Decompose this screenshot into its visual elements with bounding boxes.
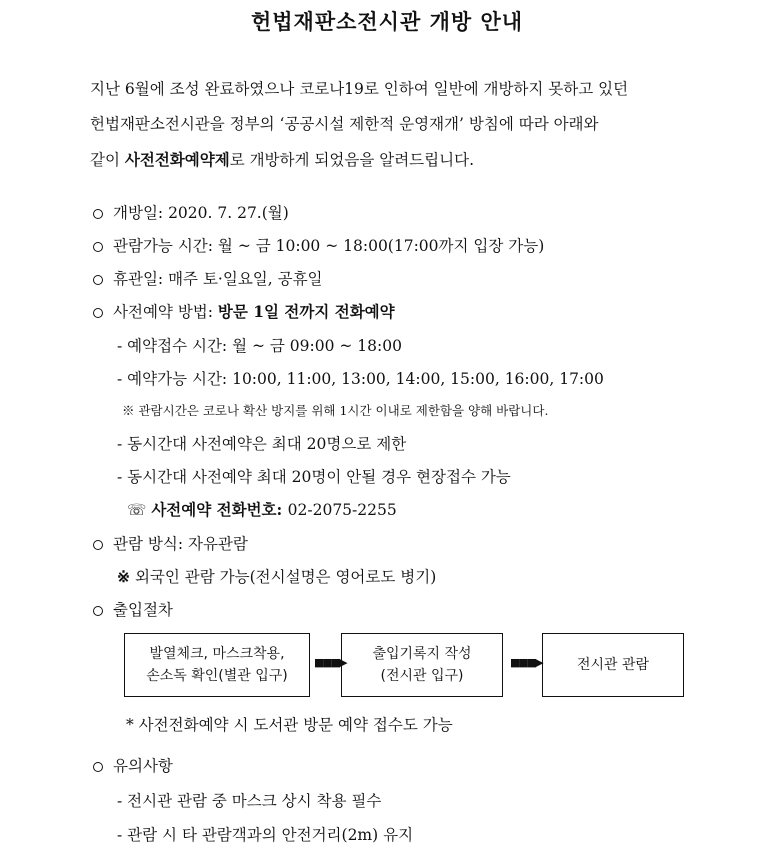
procedure-step-1 bbox=[124, 633, 310, 697]
hours-text: 관람가능 시간: 월 ~ 금 10:00 ~ 18:00(17:00까지 입장 가능) bbox=[113, 237, 545, 255]
intro-line-1: 지난 6월에 조성 완료하였으나 코로나19로 인하여 일반에 개방하지 못하고 있던 bbox=[90, 80, 629, 98]
circle-bullet-icon bbox=[93, 606, 103, 616]
telephone-icon: ☏ bbox=[127, 501, 147, 519]
arrow-right-icon: ■■■▶ bbox=[314, 656, 346, 669]
circle-bullet-icon bbox=[93, 540, 103, 550]
available-times-item: - 예약가능 시간: 10:00, 11:00, 13:00, 14:00, 15:00, 16:00, 17:00 bbox=[117, 370, 604, 388]
intro-line-3-post: 로 개방하게 되었음을 알려드립니다. bbox=[229, 151, 474, 169]
intro-highlight: 사전전화예약제 bbox=[124, 150, 230, 169]
closed-item bbox=[93, 268, 323, 290]
phone-label: 사전예약 전화번호: bbox=[151, 500, 288, 519]
viewing-item bbox=[93, 533, 248, 555]
circle-bullet-icon bbox=[93, 209, 103, 219]
intro-line-3-pre: 같이 bbox=[90, 151, 125, 169]
step-1-line-2: 손소독 확인(별관 입구) bbox=[146, 668, 288, 684]
phone-item bbox=[127, 499, 397, 521]
open-date-item bbox=[93, 202, 289, 224]
reservation-value: 방문 1일 전까지 전화예약 bbox=[217, 302, 395, 321]
arrow-right-icon: ■■■▶ bbox=[510, 656, 542, 669]
caution-item-2: - 관람 시 타 관람객과의 안전거리(2m) 유지 bbox=[117, 826, 414, 844]
walkin-item: - 동시간대 사전예약 최대 20명이 안될 경우 현장접수 가능 bbox=[117, 468, 511, 486]
circle-bullet-icon bbox=[93, 275, 103, 285]
circle-bullet-icon bbox=[93, 762, 103, 772]
closed-text: 휴관일: 매주 토·일요일, 공휴일 bbox=[113, 270, 323, 288]
reception-hours-item: - 예약접수 시간: 월 ~ 금 09:00 ~ 18:00 bbox=[117, 337, 402, 355]
circle-bullet-icon bbox=[93, 242, 103, 252]
limit-item: - 동시간대 사전예약은 최대 20명으로 제한 bbox=[117, 435, 407, 453]
intro-line-3 bbox=[90, 142, 730, 178]
page-title: 헌법재판소전시관 개방 안내 bbox=[250, 10, 524, 34]
procedure-step-2 bbox=[341, 633, 503, 697]
caution-heading-item bbox=[93, 755, 173, 777]
time-limit-note: ※ 관람시간은 코로나 확산 방지를 위해 1시간 이내로 제한함을 양해 바랍니다. bbox=[122, 403, 549, 418]
caution-heading: 유의사항 bbox=[113, 757, 173, 775]
step-3-label: 전시관 관람 bbox=[576, 657, 650, 673]
intro-line-2: 헌법재판소전시관을 정부의 ‘공공시설 제한적 운영재개’ 방침에 따라 아래와 bbox=[90, 115, 599, 133]
reference-mark-icon: ※ bbox=[117, 567, 130, 586]
reservation-item bbox=[93, 301, 395, 323]
circle-bullet-icon bbox=[93, 308, 103, 318]
phone-number: 02-2075-2255 bbox=[287, 501, 397, 519]
viewing-text: 관람 방식: 자유관람 bbox=[113, 535, 248, 553]
caution-item-1: - 전시관 관람 중 마스크 상시 착용 필수 bbox=[117, 792, 382, 810]
open-date-text: 개방일: 2020. 7. 27.(월) bbox=[113, 204, 289, 222]
library-note: * 사전전화예약 시 도서관 방문 예약 접수도 가능 bbox=[126, 716, 453, 734]
procedure-item bbox=[93, 599, 173, 621]
step-2-line-2: (전시관 입구) bbox=[380, 668, 464, 684]
hours-item bbox=[93, 235, 544, 257]
procedure-step-3 bbox=[542, 633, 684, 697]
step-2-line-1: 출입기록지 작성 bbox=[372, 646, 472, 662]
reservation-label: 사전예약 방법: bbox=[113, 303, 218, 321]
step-1-line-1: 발열체크, 마스크착용, bbox=[149, 646, 285, 662]
procedure-text: 출입절차 bbox=[113, 601, 173, 619]
intro-paragraph bbox=[90, 72, 730, 178]
foreigner-text: 외국인 관람 가능(전시설명은 영어로도 병기) bbox=[134, 568, 437, 586]
foreigner-item bbox=[117, 566, 436, 588]
